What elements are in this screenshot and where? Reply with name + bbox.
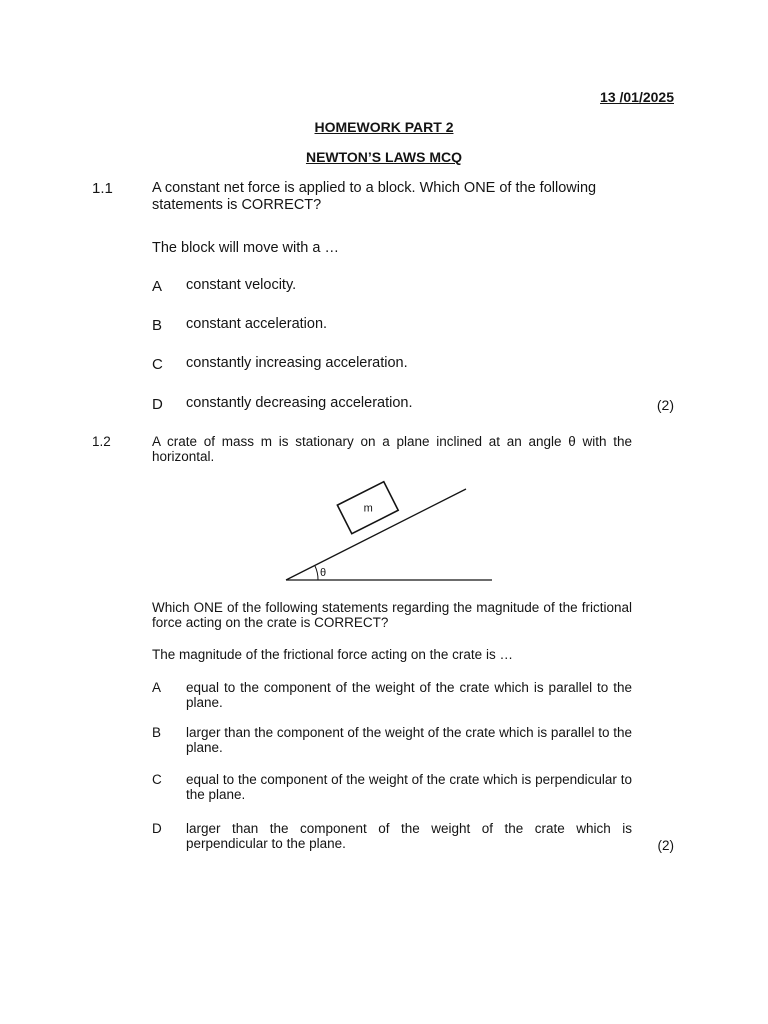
option-letter-a: A (152, 680, 162, 695)
option-text-a: constant velocity. (186, 277, 297, 293)
option-text-b: constant acceleration. (186, 316, 328, 332)
option-text-c: equal to the component of the weight of the crate which is perpendicular to the plane. (186, 772, 632, 802)
option-letter-c: C (152, 772, 162, 787)
option-text-d: constantly decreasing acceleration. (186, 395, 413, 411)
question-text: A crate of mass m is stationary on a plane inclined at an angle θ with the horizontal. (152, 434, 632, 464)
option-text-d: larger than the component of the weight of the crate which is perpendicular to the plane. (186, 821, 632, 851)
marks: (2) (656, 397, 674, 413)
angle-label: θ (320, 567, 327, 579)
mass-label: m (363, 502, 373, 515)
inclined-plane-diagram (280, 480, 500, 590)
page-subtitle: NEWTON’S LAWS MCQ (305, 149, 463, 165)
option-letter-b: B (152, 317, 163, 334)
option-letter-c: C (152, 356, 163, 373)
option-letter-a: A (152, 278, 163, 295)
angle-arc (315, 566, 318, 580)
option-text-a: equal to the component of the weight of the crate which is parallel to the plane. (186, 680, 632, 710)
question-stem: The block will move with a … (152, 240, 339, 256)
page-title: HOMEWORK PART 2 (314, 119, 454, 135)
question-number: 1.1 (92, 180, 113, 197)
option-letter-d: D (152, 396, 163, 413)
option-letter-b: B (152, 725, 162, 740)
option-letter-d: D (152, 821, 162, 836)
date: 13 /01/2025 (600, 89, 674, 105)
option-text-c: constantly increasing acceleration. (186, 355, 408, 371)
question-number: 1.2 (92, 434, 111, 449)
option-text-b: larger than the component of the weight of the crate which is parallel to the plane. (186, 725, 632, 755)
question-text-2: Which ONE of the following statements regarding the magnitude of the frictional force acting on the crate is CORRECT? (152, 600, 632, 630)
marks: (2) (657, 838, 674, 853)
crate (337, 482, 398, 534)
question-text: A constant net force is applied to a block. Which ONE of the following statements is CORRECT? (152, 180, 597, 213)
question-stem: The magnitude of the frictional force acting on the crate is … (152, 647, 513, 662)
